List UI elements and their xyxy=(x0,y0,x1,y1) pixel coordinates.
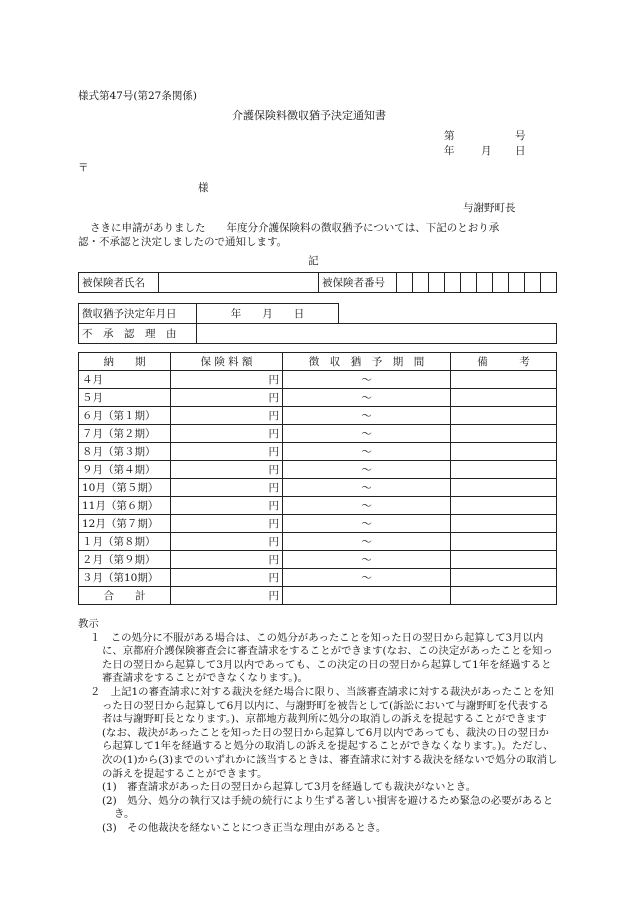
remarks-cell[interactable] xyxy=(451,479,557,497)
period-cell: 11月（第６期） xyxy=(79,497,171,515)
remarks-cell[interactable] xyxy=(451,515,557,533)
body-text-line2: 認・不承認と決定しましたので通知します。 xyxy=(78,236,288,248)
table-row xyxy=(79,515,557,533)
notice-section xyxy=(78,618,558,836)
header-deferral-period: 徴 収 猶 予 期 間 xyxy=(283,353,451,371)
date-year: 年 xyxy=(444,145,455,157)
reject-reason-label: 不 承 認 理 由 xyxy=(79,324,197,344)
deferral-range-cell[interactable]: ～ xyxy=(283,533,451,551)
period-cell: 10月（第５期） xyxy=(79,479,171,497)
remarks-cell[interactable] xyxy=(451,461,557,479)
insured-number-digit[interactable] xyxy=(397,273,413,293)
postal-mark: 〒 xyxy=(78,162,89,174)
remarks-cell[interactable] xyxy=(451,407,557,425)
reject-reason-field[interactable] xyxy=(197,324,557,344)
period-cell: ６月（第１期） xyxy=(79,407,171,425)
period-cell: ２月（第９期） xyxy=(79,551,171,569)
table-row xyxy=(79,533,557,551)
remarks-cell[interactable] xyxy=(451,443,557,461)
insured-number-digit[interactable] xyxy=(541,273,557,293)
period-cell: ３月（第10期） xyxy=(79,569,171,587)
table-row xyxy=(79,569,557,587)
period-cell: 12月（第７期） xyxy=(79,515,171,533)
notice-sub-1: (1) 審査請求があった日の翌日から起算して3月を経過しても裁決がないとき。 xyxy=(102,781,477,794)
table-row xyxy=(79,389,557,407)
period-cell: ７月（第２期） xyxy=(79,425,171,443)
insured-info-table xyxy=(78,272,557,293)
doc-number-suffix: 号 xyxy=(515,130,526,142)
amount-cell[interactable]: 円 xyxy=(171,443,283,461)
deferral-range-cell[interactable]: ～ xyxy=(283,497,451,515)
table-row xyxy=(79,425,557,443)
insured-number-digit[interactable] xyxy=(477,273,493,293)
decision-date-label: 徴収猶予決定年月日 xyxy=(79,304,197,324)
insured-name-label: 被保険者氏名 xyxy=(79,273,159,293)
table-row xyxy=(79,479,557,497)
insured-number-digit[interactable] xyxy=(461,273,477,293)
insured-number-digit[interactable] xyxy=(525,273,541,293)
insured-number-digit[interactable] xyxy=(509,273,525,293)
amount-cell[interactable]: 円 xyxy=(171,371,283,389)
deferral-range-cell[interactable]: ～ xyxy=(283,461,451,479)
remarks-cell[interactable] xyxy=(451,497,557,515)
period-cell: ８月（第３期） xyxy=(79,443,171,461)
table-row xyxy=(79,551,557,569)
total-remarks-cell xyxy=(451,587,557,605)
addressee-suffix: 様 xyxy=(198,182,209,194)
deferral-range-cell[interactable]: ～ xyxy=(283,515,451,533)
header-amount: 保 険 料 額 xyxy=(171,353,283,371)
date-day: 日 xyxy=(515,145,526,157)
deferral-range-cell[interactable]: ～ xyxy=(283,479,451,497)
notice-item-1: １ この処分に不服がある場合は、この処分があったことを知った日の翌日から起算して3月以内に、京都府介護保険審査会に審査請求をすることができます(なお、この決定があったことを知った日の翌日から起算して3月以内であっても、この決定の日の翌日から起算して1年を経過すると審査請求をすることができなくなります。)。 xyxy=(90,631,553,685)
amount-cell[interactable]: 円 xyxy=(171,533,283,551)
amount-cell[interactable]: 円 xyxy=(171,389,283,407)
table-row xyxy=(79,407,557,425)
header-remarks: 備 考 xyxy=(451,353,557,371)
deferral-range-cell[interactable]: ～ xyxy=(283,551,451,569)
remarks-cell[interactable] xyxy=(451,569,557,587)
amount-cell[interactable]: 円 xyxy=(171,407,283,425)
period-cell: ５月 xyxy=(79,389,171,407)
period-cell: ４月 xyxy=(79,371,171,389)
total-range-cell xyxy=(283,587,451,605)
deferral-range-cell[interactable]: ～ xyxy=(283,443,451,461)
doc-number-prefix: 第 xyxy=(444,130,455,142)
remarks-cell[interactable] xyxy=(451,425,557,443)
amount-cell[interactable]: 円 xyxy=(171,461,283,479)
deferral-range-cell[interactable]: ～ xyxy=(283,371,451,389)
insured-number-digit[interactable] xyxy=(445,273,461,293)
notice-sub-3: (3) その他裁決を経ないことにつき正当な理由があるとき。 xyxy=(102,821,387,834)
amount-cell[interactable]: 円 xyxy=(171,569,283,587)
amount-cell[interactable]: 円 xyxy=(171,479,283,497)
insured-number-digit[interactable] xyxy=(413,273,429,293)
header-period: 納 期 xyxy=(79,353,171,371)
remarks-cell[interactable] xyxy=(451,371,557,389)
insured-name-field[interactable] xyxy=(159,273,319,293)
date-month: 月 xyxy=(481,145,492,157)
remarks-cell[interactable] xyxy=(451,389,557,407)
total-amount-cell[interactable]: 円 xyxy=(171,587,283,605)
document-title: 介護保険料徴収猶予決定通知書 xyxy=(232,109,386,122)
insured-number-digit[interactable] xyxy=(493,273,509,293)
sender-name: 与謝野町長 xyxy=(463,202,516,214)
deferral-range-cell[interactable]: ～ xyxy=(283,407,451,425)
deferral-range-cell[interactable]: ～ xyxy=(283,425,451,443)
period-cell: １月（第８期） xyxy=(79,533,171,551)
deferral-range-cell[interactable]: ～ xyxy=(283,569,451,587)
period-cell: ９月（第４期） xyxy=(79,461,171,479)
deferral-range-cell[interactable]: ～ xyxy=(283,389,451,407)
amount-cell[interactable]: 円 xyxy=(171,515,283,533)
table-row xyxy=(79,443,557,461)
decision-table xyxy=(78,303,557,344)
body-text-line1: さきに申請がありました 年度分介護保険料の徴収猶予については、下記のとおり承 xyxy=(90,222,500,234)
insured-number-digit[interactable] xyxy=(429,273,445,293)
insured-number-label: 被保険者番号 xyxy=(319,273,397,293)
remarks-cell[interactable] xyxy=(451,551,557,569)
table-row xyxy=(79,371,557,389)
notice-heading: 教示 xyxy=(78,618,99,630)
decision-date-field[interactable]: 年 月 日 xyxy=(197,304,339,324)
amount-cell[interactable]: 円 xyxy=(171,425,283,443)
total-row xyxy=(79,587,557,605)
form-number: 様式第47号(第27条関係) xyxy=(78,90,197,102)
notice-sub-2: (2) 処分、処分の執行又は手続の続行により生ずる著しい損害を避けるため緊急の必要があるとき。 xyxy=(102,794,554,821)
amount-cell[interactable]: 円 xyxy=(171,497,283,515)
ki-label: 記 xyxy=(308,255,319,267)
amount-cell[interactable]: 円 xyxy=(171,551,283,569)
total-label: 合 計 xyxy=(79,587,171,605)
notice-item-2: ２ 上記1の審査請求に対する裁決を経た場合に限り、当該審査請求に対する裁決があったことを知った日の翌日から起算して6月以内に、与謝野町を被告として(訴訟において与謝野町を代表する者は与謝野町長となります。)、京都地方裁判所に処分の取消しの訴えを提起することができます(なお、裁決があったことを知った日の翌日から起算して6月以内であっても、裁決の日の翌日から起算して1年を経過すると処分の取消しの訴えを提起することができなくなります。)。ただし、次の(1)から(3)までのいずれかに該当するときは、審査請求に対する裁決を経ないで処分の取消しの訴えを提起することができます。 xyxy=(90,685,558,780)
remarks-cell[interactable] xyxy=(451,533,557,551)
schedule-table xyxy=(78,352,557,605)
table-row xyxy=(79,461,557,479)
table-row xyxy=(79,497,557,515)
